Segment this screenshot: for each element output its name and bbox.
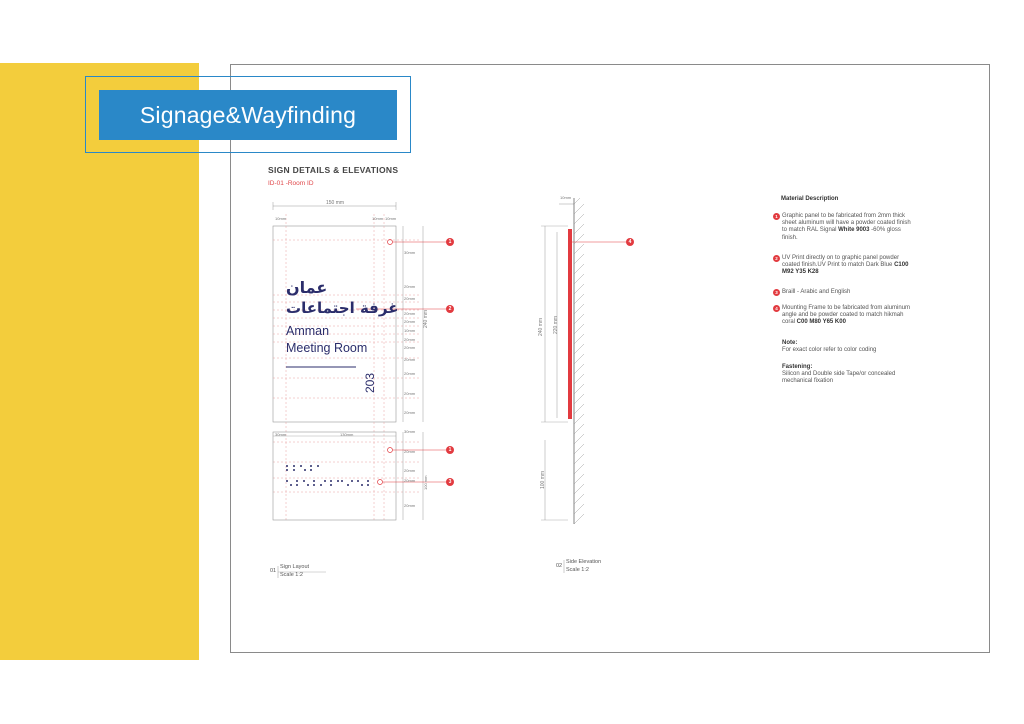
dim-lower-seg: 20mm xyxy=(404,478,416,483)
sign-arabic-room: غرفة اجتماعات xyxy=(286,299,399,317)
material-item: 1 Graphic panel to be fabricated from 2mm thick sheet aluminum will have a powder coated finish to match RAL Signal White 9003 -60% gloss finish. xyxy=(773,213,913,242)
dim-seg: 20mm xyxy=(404,337,416,342)
dim-lower-seg: 30mm xyxy=(404,429,416,434)
fastening-section xyxy=(782,364,922,386)
callout-badge: 2 xyxy=(446,305,454,313)
dim-seg: 20mm xyxy=(404,284,416,289)
dim-side-top: 10mm xyxy=(560,195,572,200)
dim-seg: 20mm xyxy=(404,345,416,350)
note-label: Note: xyxy=(782,340,798,346)
dim-lower-seg: 20mm xyxy=(404,503,416,508)
material-item: 4 Mounting Frame to be fabricated from aluminum angle and be powder coated to match hikmah coral C00 M80 Y65 K00 xyxy=(773,305,913,327)
dim-seg: 20mm xyxy=(404,410,416,415)
dim-right-margin-a: 10mm xyxy=(372,216,384,221)
elevation-caption-title: Side Elevation xyxy=(566,559,602,565)
section-heading: SIGN DETAILS & ELEVATIONS xyxy=(268,165,399,175)
material-description-title: Material Description xyxy=(781,196,839,202)
dim-left-margin: 10mm xyxy=(275,216,287,221)
elevation-caption-scale: Scale 1:2 xyxy=(566,567,589,573)
dim-lower-seg: 20mm xyxy=(404,449,416,454)
section-subheading: ID-01 -Room ID xyxy=(268,180,314,187)
sign-arabic-city: عمان xyxy=(286,278,328,297)
dim-seg: 20mm xyxy=(404,311,416,316)
dim-seg: 20mm xyxy=(404,391,416,396)
sign-english-city: Amman xyxy=(286,324,330,338)
callout-badge: 4 xyxy=(626,238,634,246)
dim-side-height-b: 220 mm xyxy=(553,315,559,334)
dim-panel-height: 240 mm xyxy=(423,309,429,328)
dim-lower-width: 130mm xyxy=(340,432,354,437)
dim-side-lower: 100 mm xyxy=(540,470,546,489)
dim-seg: 20mm xyxy=(404,371,416,376)
material-item-number: 3 xyxy=(773,289,780,296)
fastening-label: Fastening: xyxy=(782,364,813,370)
dim-lower-left: 30mm xyxy=(275,432,287,437)
sign-room-number: 203 xyxy=(363,372,377,393)
page-title: Signage&Wayfinding xyxy=(99,90,397,140)
dim-seg: 10mm xyxy=(404,328,416,333)
dim-lower-seg: 20mm xyxy=(404,468,416,473)
note-section xyxy=(782,340,922,354)
wall-hatch xyxy=(574,198,584,524)
material-item-number: 2 xyxy=(773,255,780,262)
note-text: For exact color refer to color coding xyxy=(782,347,877,354)
elevation-caption-number: 02 xyxy=(556,563,563,569)
material-item: 2 UV Print directly on to graphic panel powder coated finish.UV Print to match Dark Blue C100 M92 Y35 K28 xyxy=(773,255,913,277)
callout-badge: 1 xyxy=(446,446,454,454)
dim-right-margin-b: 10mm xyxy=(385,216,397,221)
dim-seg: 20mm xyxy=(404,296,416,301)
material-item-number: 4 xyxy=(773,305,780,312)
dim-top-width: 150 mm xyxy=(326,200,345,206)
dim-lower-height: 100 mm xyxy=(423,475,428,490)
dim-seg: 20mm xyxy=(404,357,416,362)
layout-caption-scale: Scale 1:2 xyxy=(280,572,303,578)
fastening-text: Silicon and Double side Tape/or concealed mechanical fixation xyxy=(782,371,896,385)
callout-badge: 1 xyxy=(446,238,454,246)
dim-seg: 20mm xyxy=(404,319,416,324)
mounting-frame-red xyxy=(568,229,572,419)
braille-text xyxy=(286,465,376,489)
dim-side-height-a: 240 mm xyxy=(538,317,544,336)
layout-caption-number: 01 xyxy=(270,568,277,574)
layout-caption-title: Sign Layout xyxy=(280,564,310,570)
callout-badge: 3 xyxy=(446,478,454,486)
sign-english-room: Meeting Room xyxy=(286,341,368,355)
material-item: 3 Braill - Arabic and English xyxy=(773,289,913,296)
dim-seg: 30mm xyxy=(404,250,416,255)
material-item-number: 1 xyxy=(773,213,780,220)
